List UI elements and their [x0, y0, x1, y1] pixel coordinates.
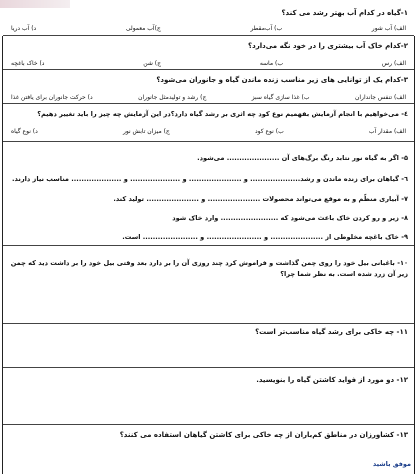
q3-option-d[interactable]: د) حرکت جانوران برای یافتن غذا: [11, 94, 93, 101]
question-5-text[interactable]: ۵- اگر به گیاه نور نتابد رنگ برگ‌های آن ..................... می‌شود.: [197, 154, 408, 162]
q2-option-d[interactable]: د) خاک باغچه: [11, 60, 45, 67]
question-11-text: ۱۱- چه خاکی برای رشد گیاه مناسب‌تر است؟: [255, 328, 408, 336]
question-12-block: [3, 368, 414, 425]
q2-option-b[interactable]: ب) ماسه: [259, 60, 283, 67]
question-4-block: [3, 104, 414, 142]
q2-option-c[interactable]: ج) شن: [143, 60, 161, 67]
good-luck-footer: موفق باشید: [372, 460, 411, 468]
q1-option-a[interactable]: الف) آب شور: [371, 25, 406, 32]
question-3-text: ۳-کدام یک از توانایی های زیر مناسب زنده ماندن گیاه و جانوران می‌شود؟: [156, 76, 408, 84]
question-13-block: [3, 425, 414, 455]
question-4-text: ٤- می‌خواهیم با انجام آزمایش بفهمیم نوع کود چه اثری بر رشد گیاه دارد؟در این آزمایش چه چیز را باید تغییر دهیم؟: [37, 110, 408, 118]
q3-option-b[interactable]: ب) غذا سازی گیاه سبز: [251, 94, 310, 101]
question-2-text: ۲-کدام خاک آب بیشتری را در خود نگه می‌دارد؟: [248, 42, 408, 50]
question-10-block: [3, 246, 414, 324]
question-12-text: ۱۲- دو مورد از فواید کاشتن گیاه را بنویسید.: [256, 376, 408, 384]
q1-option-b[interactable]: ب) آب‌مقطر: [250, 25, 283, 32]
question-11-block: [3, 324, 414, 368]
question-1-text: ۱-گیاه در کدام آب بهتر رشد می کند؟: [281, 9, 408, 17]
q1-option-c[interactable]: ج)آب معمولی: [125, 25, 161, 32]
q3-option-a[interactable]: الف) تنفس جانداران: [354, 94, 406, 101]
question-3-options: [9, 94, 408, 102]
q4-option-a[interactable]: الف) مقدار آب: [368, 128, 406, 135]
q4-option-c[interactable]: ج) میزان تابش نور: [122, 128, 170, 135]
question-4-options: [9, 128, 408, 136]
question-6-text[interactable]: ٦- گیاهان برای زنده ماندن و رشد.................... و ..................... و .................... و .................... مناسب نیاز دارند.: [12, 175, 408, 183]
question-2-options: [9, 60, 408, 68]
question-7-text[interactable]: ۷- آبیاری منظّم و به موقع می‌تواند محصولات ..................... و ..................... تولید کند.: [113, 195, 408, 203]
question-3-block: [3, 70, 414, 104]
q4-option-b[interactable]: ب) نوع کود: [254, 128, 284, 135]
question-8-text[interactable]: ۸- زیر و رو کردن خاک باعث می‌شود که ....................... وارد خاک شود: [172, 214, 408, 222]
question-1-options: [9, 25, 408, 33]
question-13-text: ۱۳- کشاورزان در مناطق کم‌باران از چه خاکی برای کاشتن گیاهان استفاده می کنند؟: [119, 431, 408, 439]
question-9-text[interactable]: ۹- خاک باغچه مخلوطی از ..................... و ...................... و ...................... است.: [122, 233, 408, 241]
q4-option-d[interactable]: د) نوع گیاه: [11, 128, 38, 135]
q2-option-a[interactable]: الف) رس: [381, 60, 406, 67]
question-1-block: [3, 6, 414, 36]
q1-option-d[interactable]: د) آب دریا: [11, 25, 37, 32]
q3-option-c[interactable]: ج) رشد و تولیدمثل جانوران: [138, 94, 207, 101]
question-10-text: ۱۰- باغبانی بیل خود را روی چمن گذاشت و فراموش کرد چند روزی آن را بر دارد بعد وقتی بیل خود را بر داشت دید که چمن زیر آن زرد شده است. به نظر شما چرا؟: [10, 259, 408, 278]
fill-blank-block: [3, 142, 414, 246]
question-2-block: [3, 36, 414, 70]
right-border: [414, 36, 415, 474]
